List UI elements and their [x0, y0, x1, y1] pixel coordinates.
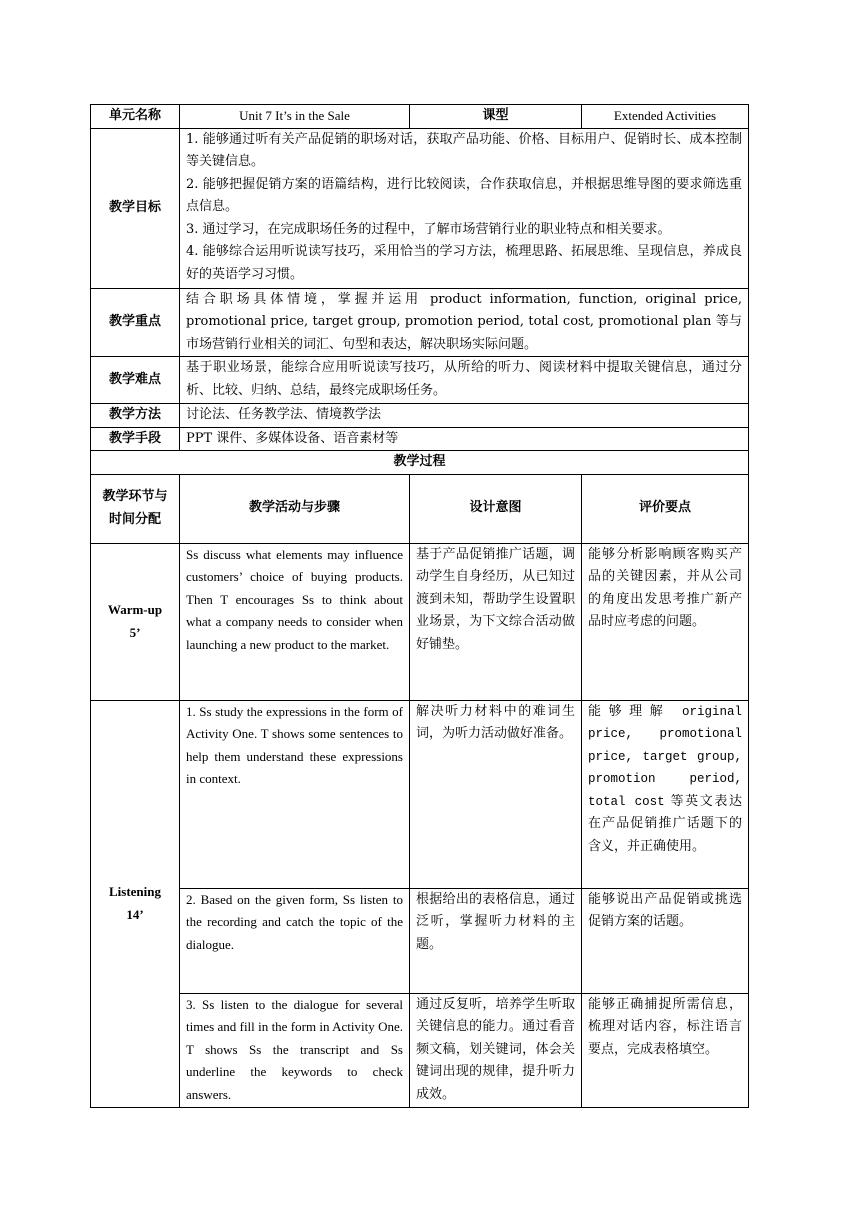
difficulties-row: [91, 357, 749, 404]
methods-label: 教学方法: [91, 404, 180, 428]
key-points-row: [91, 288, 749, 357]
listening-step-2-eval: 能够说出产品促销或挑选促销方案的话题。: [582, 888, 749, 993]
unit-value: Unit 7 It’s in the Sale: [180, 105, 410, 129]
listening-step-3-activity: 3. Ss listen to the dialogue for several times and fill in the form in Activity One. T shows Ss the transcript and Ss underline the keywords to check answers.: [180, 993, 410, 1107]
col-eval-header: 评价要点: [582, 474, 749, 543]
stage-name: Warm-up: [107, 602, 163, 617]
methods-text: 讨论法、任务教学法、情境教学法: [180, 404, 749, 428]
methods-row: [91, 404, 749, 428]
process-header-row: [91, 474, 749, 543]
col-stage-header: 教学环节与时间分配: [91, 474, 180, 543]
warmup-eval: 能够分析影响顾客购买产品的关键因素，并从公司的角度出发思考推广新产品时应考虑的问题。: [582, 543, 749, 700]
objectives-row: [91, 128, 749, 288]
unit-label: 单元名称: [91, 105, 180, 129]
objective-item: 3. 通过学习，在完成职场任务的过程中，了解市场营销行业的职业特点和相关要求。: [186, 221, 671, 237]
listening-step-3-eval: 能够正确捕捉所需信息，梳理对话内容，标注语言要点，完成表格填空。: [582, 993, 749, 1107]
warmup-activity: Ss discuss what elements may influence customers’ choice of buying products. Then T encourages Ss to think about what a company needs to consider when launching a new product to the market.: [180, 543, 410, 700]
means-label: 教学手段: [91, 427, 180, 451]
listening-step-row: [91, 888, 749, 993]
type-label: 课型: [410, 105, 582, 129]
warmup-stage: [91, 543, 180, 700]
warmup-design: 基于产品促销推广话题，调动学生自身经历，从已知过渡到未知，帮助学生设置职业场景，为下文综合活动做好铺垫。: [410, 543, 582, 700]
listening-step-3-design: 通过反复听，培养学生听取关键信息的能力。通过看音频文稿，划关键词，体会关键词出现的规律，提升听力成效。: [410, 993, 582, 1107]
means-text: PPT 课件、多媒体设备、语音素材等: [180, 427, 749, 451]
listening-step-1-eval: [582, 700, 749, 888]
eval-terms: original price, promotional price, target group, promotion period, total cost: [588, 704, 742, 809]
listening-step-2-activity: 2. Based on the given form, Ss listen to the recording and catch the topic of the dialogue.: [180, 888, 410, 993]
objective-item: 4. 能够综合运用听说读写技巧，采用恰当的学习方法，梳理思路、拓展思维、呈现信息，养成良好的英语学习习惯。: [186, 244, 742, 282]
objectives-content: [180, 128, 749, 288]
listening-step-1-design: 解决听力材料中的难词生词，为听力活动做好准备。: [410, 700, 582, 888]
stage-time: 14’: [126, 906, 144, 922]
listening-step-1-activity: 1. Ss study the expressions in the form of Activity One. T shows some sentences to help them understand these expressions in context.: [180, 700, 410, 888]
listening-step-2-design: 根据给出的表格信息，通过泛听，掌握听力材料的主题。: [410, 888, 582, 993]
eval-prefix: 能够理解: [588, 703, 671, 719]
difficulties-label: 教学难点: [91, 357, 180, 404]
objectives-label: 教学目标: [91, 128, 180, 288]
process-title: 教学过程: [91, 451, 749, 475]
unit-row: [91, 105, 749, 129]
key-points-text: 结合职场具体情境，掌握并运用 product information, function, original price, promotional price, target group, promotion period, total cost, promotional plan 等与市场营销行业相关的词汇、句型和表达，解决职场实际问题。: [180, 288, 749, 357]
warmup-row: [91, 543, 749, 700]
eval-suffix: 等英文表达在产品促销推广话题下的含义，并正确使用。: [588, 793, 742, 854]
listening-stage: [91, 700, 180, 1107]
process-title-row: [91, 451, 749, 475]
means-row: [91, 427, 749, 451]
objective-item: 1. 能够通过听有关产品促销的职场对话，获取产品功能、价格、目标用户、促销时长、成本控制等关键信息。: [186, 131, 742, 169]
col-activity-header: 教学活动与步骤: [180, 474, 410, 543]
key-points-label: 教学重点: [91, 288, 180, 357]
type-value: Extended Activities: [582, 105, 749, 129]
listening-step-row: [91, 993, 749, 1107]
stage-time: 5’: [129, 624, 141, 640]
col-design-header: 设计意图: [410, 474, 582, 543]
objective-item: 2. 能够把握促销方案的语篇结构，进行比较阅读，合作获取信息，并根据思维导图的要求筛选重点信息。: [186, 176, 742, 214]
stage-name: Listening: [108, 884, 161, 899]
listening-step-row: [91, 700, 749, 888]
difficulties-text: 基于职业场景，能综合应用听说读写技巧，从所给的听力、阅读材料中提取关键信息，通过分析、比较、归纳、总结，最终完成职场任务。: [180, 357, 749, 404]
lesson-plan-table: [90, 104, 749, 1108]
